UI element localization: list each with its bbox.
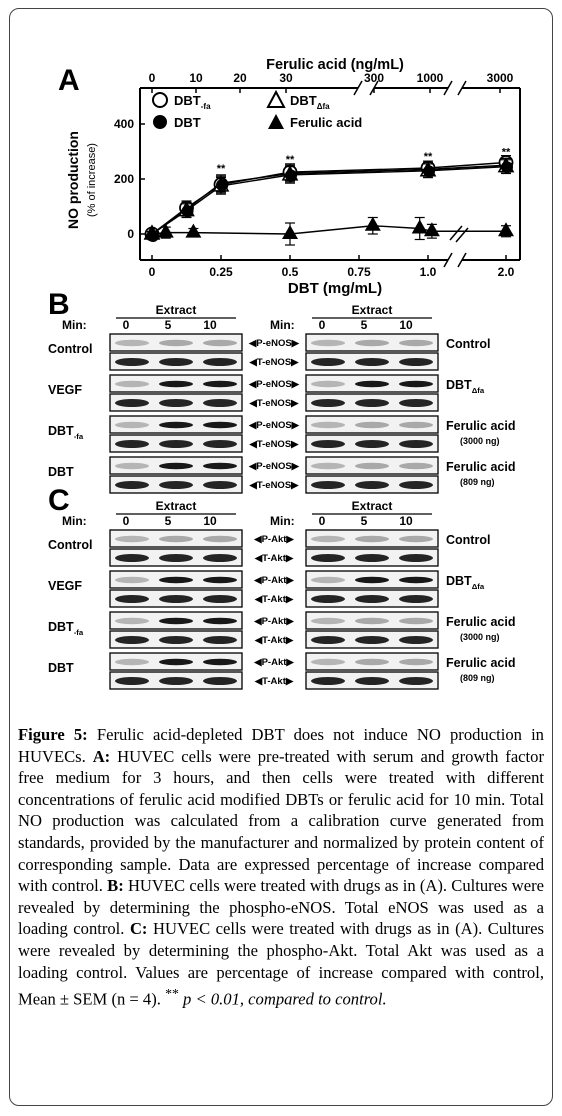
panel-c-blots <box>48 484 515 689</box>
min-label: Min: <box>62 514 87 528</box>
blot-band <box>399 399 433 407</box>
data-point-filled-triangle <box>185 224 201 238</box>
data-point-filled-triangle <box>424 222 440 236</box>
total-band-label: ◀T-Akt▶ <box>254 594 294 605</box>
blot-band <box>311 618 345 624</box>
caption-a-label: A: <box>92 746 111 766</box>
blot-band <box>159 554 193 562</box>
legend-label: $DBT_{-fa}$ <box>174 93 211 111</box>
blot-band <box>159 618 193 624</box>
blot-band <box>203 381 237 387</box>
blot-band <box>159 463 193 469</box>
blot-band <box>355 340 389 346</box>
blot-band <box>159 399 193 407</box>
blot-band <box>311 422 345 428</box>
time-point-label: 5 <box>164 514 172 528</box>
caption-figure-label: Figure 5: <box>18 725 88 744</box>
row-label-right: Control <box>446 533 491 547</box>
caption-significance-text: p < 0.01, compared to control. <box>183 989 387 1009</box>
phospho-band-label: ◀P-Akt▶ <box>254 534 294 545</box>
blot-band <box>311 463 345 469</box>
x-tick-label: 0.75 <box>347 265 371 279</box>
blot-band <box>311 340 345 346</box>
top-tick-label: 10 <box>189 71 203 85</box>
series-line <box>152 165 506 234</box>
blot-band <box>115 399 149 407</box>
blot-band <box>115 536 149 542</box>
legend-marker-filled-circle <box>153 115 167 129</box>
blot-band <box>115 481 149 489</box>
blot-band <box>311 481 345 489</box>
blot-band <box>159 440 193 448</box>
data-point-filled-triangle <box>365 217 381 231</box>
blot-band <box>399 358 433 366</box>
blot-band <box>115 554 149 562</box>
caption-b-label: B: <box>107 876 124 896</box>
blot-band <box>115 677 149 685</box>
significance-marker: ** <box>216 163 226 176</box>
data-point-filled-circle <box>285 170 297 182</box>
blot-band <box>159 636 193 644</box>
row-label-right: Ferulic acid <box>446 460 516 474</box>
blot-band <box>115 659 149 665</box>
blot-band <box>159 358 193 366</box>
row-label-right: $DBT_{\Delta fa}$ <box>446 574 485 591</box>
blot-band <box>115 440 149 448</box>
panel-a-chart <box>58 57 520 297</box>
panel-label-a: A <box>58 64 80 97</box>
time-point-label: 10 <box>399 318 413 332</box>
time-point-label: 0 <box>318 318 326 332</box>
blot-band <box>399 677 433 685</box>
y-axis-title: NO production <box>65 131 81 229</box>
caption-significance-mark: ** <box>165 986 179 1002</box>
row-label-right: Ferulic acid <box>446 419 516 433</box>
extract-label: Extract <box>155 499 197 513</box>
blot-band <box>311 399 345 407</box>
data-point-filled-circle <box>423 165 435 177</box>
blot-band <box>399 340 433 346</box>
top-tick-label: 3000 <box>486 71 514 85</box>
significance-marker: ** <box>423 150 433 163</box>
data-point-filled-triangle <box>158 224 174 238</box>
time-point-label: 10 <box>203 318 217 332</box>
blot-band <box>203 659 237 665</box>
blot-band <box>159 340 193 346</box>
row-label-left: Control <box>48 342 93 356</box>
x-tick-label: 1.0 <box>419 265 437 279</box>
row-label-right: Control <box>446 337 491 351</box>
caption-c-text: HUVEC cells were treated with drugs as in (A). Cultures were revealed by determining the phospho-Akt. Total Akt was used as a loading control. Values are percentage of increase compared with control, Mean ± SEM (n = 4). <box>18 919 545 1009</box>
blot-band <box>399 381 433 387</box>
y-axis-subtitle: (% of increase) <box>86 143 98 217</box>
time-point-label: 0 <box>318 514 326 528</box>
blot-band <box>115 358 149 366</box>
blot-band <box>203 399 237 407</box>
blot-band <box>203 636 237 644</box>
x-tick-label: 0.5 <box>281 265 299 279</box>
time-point-label: 5 <box>164 318 172 332</box>
caption-a-text: HUVEC cells were pre-treated with serum and growth factor free medium for 3 hours, and then cells were treated with different concentrations of ferulic acid modified DBTs or ferulic acid for 10 min. Total NO production was calculated from a calibration curve generated from standards, provided by the manufacturer and normalized by protein content of corresponding sample. Data are expressed percentage of increase compared with control. <box>18 746 544 896</box>
blot-band <box>399 481 433 489</box>
extract-label: Extract <box>351 303 393 317</box>
row-label-left: VEGF <box>48 579 83 593</box>
top-axis-title: Ferulic acid (ng/mL) <box>266 57 404 73</box>
blot-band <box>203 340 237 346</box>
time-point-label: 10 <box>399 514 413 528</box>
blot-band <box>115 340 149 346</box>
time-point-label: 10 <box>203 514 217 528</box>
blot-band <box>355 577 389 583</box>
top-tick-label: 1000 <box>416 71 444 85</box>
blot-band <box>115 381 149 387</box>
blot-band <box>203 618 237 624</box>
blot-band <box>311 554 345 562</box>
row-label-dose: (3000 ng) <box>460 436 500 446</box>
blot-band <box>159 659 193 665</box>
row-label-right: Ferulic acid <box>446 615 516 629</box>
data-point-filled-triangle <box>282 225 298 239</box>
blot-band <box>159 677 193 685</box>
blot-band <box>355 659 389 665</box>
row-label-left: DBT <box>48 661 74 675</box>
blot-band <box>355 422 389 428</box>
data-point-filled-triangle <box>412 220 428 234</box>
row-label-right: Ferulic acid <box>446 656 516 670</box>
series-line <box>152 226 506 234</box>
x-axis-title: DBT (mg/mL) <box>287 280 383 297</box>
row-label-right: $DBT_{\Delta fa}$ <box>446 378 485 395</box>
panel-b-blots <box>48 288 515 493</box>
caption-c-label: C: <box>129 919 148 939</box>
phospho-band-label: ◀P-eNOS▶ <box>249 338 299 349</box>
phospho-band-label: ◀P-eNOS▶ <box>249 461 299 472</box>
caption-title: Ferulic acid-depleted DBT does not induce NO production in HUVECs. <box>18 725 544 766</box>
blot-band <box>399 577 433 583</box>
x-tick-label: 2.0 <box>497 265 515 279</box>
top-tick-label: 300 <box>363 71 385 85</box>
row-label-dose: (3000 ng) <box>460 632 500 642</box>
blot-band <box>399 554 433 562</box>
blot-band <box>399 636 433 644</box>
data-point-filled-circle <box>501 161 513 173</box>
blot-band <box>203 358 237 366</box>
data-point-filled-circle <box>182 205 194 217</box>
legend-marker-open-circle <box>153 93 167 107</box>
figure-caption <box>18 724 544 1010</box>
row-label-left: $DBT_{-fa}$ <box>48 424 84 441</box>
blot-band <box>355 399 389 407</box>
total-band-label: ◀T-Akt▶ <box>254 635 294 646</box>
blot-band <box>399 618 433 624</box>
blot-band <box>115 636 149 644</box>
blot-band <box>203 536 237 542</box>
blot-band <box>355 554 389 562</box>
blot-band <box>399 536 433 542</box>
blot-band <box>311 358 345 366</box>
top-tick-label: 0 <box>148 71 156 85</box>
blot-band <box>115 463 149 469</box>
blot-band <box>311 595 345 603</box>
x-tick-label: 0 <box>148 265 156 279</box>
panel-label-c: C <box>48 484 70 517</box>
blot-band <box>203 595 237 603</box>
blot-band <box>311 381 345 387</box>
legend-label: DBT <box>174 115 201 130</box>
min-label: Min: <box>270 318 295 332</box>
row-label-left: $DBT_{-fa}$ <box>48 620 84 637</box>
total-band-label: ◀T-eNOS▶ <box>249 398 299 409</box>
blot-band <box>203 440 237 448</box>
blot-band <box>399 659 433 665</box>
blot-band <box>203 422 237 428</box>
legend-label: $DBT_{\Delta fa}$ <box>290 93 330 111</box>
y-tick-label: 200 <box>113 172 134 186</box>
blot-band <box>355 358 389 366</box>
blot-band <box>311 636 345 644</box>
time-point-label: 5 <box>360 318 368 332</box>
min-label: Min: <box>270 514 295 528</box>
blot-band <box>311 577 345 583</box>
blot-band <box>115 618 149 624</box>
blot-band <box>159 595 193 603</box>
row-label-left: VEGF <box>48 383 83 397</box>
extract-label: Extract <box>155 303 197 317</box>
min-label: Min: <box>62 318 87 332</box>
phospho-band-label: ◀P-Akt▶ <box>254 657 294 668</box>
blot-band <box>355 440 389 448</box>
phospho-band-label: ◀P-Akt▶ <box>254 616 294 627</box>
blot-band <box>203 481 237 489</box>
blot-band <box>311 659 345 665</box>
data-point-filled-circle <box>216 179 228 191</box>
blot-band <box>355 381 389 387</box>
blot-band <box>159 481 193 489</box>
blot-band <box>355 481 389 489</box>
blot-band <box>159 381 193 387</box>
blot-band <box>203 577 237 583</box>
blot-band <box>311 677 345 685</box>
significance-marker: ** <box>285 154 295 167</box>
total-band-label: ◀T-Akt▶ <box>254 676 294 687</box>
panel-label-b: B <box>48 288 70 321</box>
blot-band <box>355 595 389 603</box>
time-point-label: 5 <box>360 514 368 528</box>
x-tick-label: 0.25 <box>209 265 233 279</box>
blot-band <box>399 440 433 448</box>
row-label-left: DBT <box>48 465 74 479</box>
blot-band <box>311 440 345 448</box>
blot-band <box>355 677 389 685</box>
series-line <box>152 167 506 234</box>
blot-band <box>355 618 389 624</box>
blot-band <box>115 595 149 603</box>
phospho-band-label: ◀P-eNOS▶ <box>249 379 299 390</box>
blot-band <box>115 422 149 428</box>
blot-band <box>311 536 345 542</box>
extract-label: Extract <box>351 499 393 513</box>
total-band-label: ◀T-eNOS▶ <box>249 357 299 368</box>
blot-band <box>159 577 193 583</box>
significance-marker: ** <box>501 146 511 159</box>
blot-band <box>399 422 433 428</box>
top-tick-label: 30 <box>279 71 293 85</box>
legend-marker-filled-triangle <box>268 114 284 129</box>
time-point-label: 0 <box>122 318 130 332</box>
total-band-label: ◀T-eNOS▶ <box>249 439 299 450</box>
total-band-label: ◀T-eNOS▶ <box>249 480 299 491</box>
blot-band <box>355 463 389 469</box>
legend-label: Ferulic acid <box>290 115 363 130</box>
time-point-label: 0 <box>122 514 130 528</box>
row-label-dose: (809 ng) <box>460 673 495 683</box>
top-tick-label: 20 <box>233 71 247 85</box>
blot-band <box>115 577 149 583</box>
blot-band <box>399 595 433 603</box>
data-point-filled-triangle <box>498 222 514 236</box>
total-band-label: ◀T-Akt▶ <box>254 553 294 564</box>
blot-band <box>355 636 389 644</box>
blot-band <box>355 536 389 542</box>
blot-band <box>203 554 237 562</box>
phospho-band-label: ◀P-eNOS▶ <box>249 420 299 431</box>
caption-b-text: HUVEC cells were treated with drugs as in (A). Cultures were revealed by determining the phospho-eNOS. Total eNOS was used as a loading control. <box>18 876 544 939</box>
blot-band <box>203 463 237 469</box>
legend-marker-open-triangle <box>268 92 284 107</box>
row-label-left: Control <box>48 538 93 552</box>
blot-band <box>159 536 193 542</box>
y-tick-label: 0 <box>127 227 134 241</box>
phospho-band-label: ◀P-Akt▶ <box>254 575 294 586</box>
blot-band <box>159 422 193 428</box>
blot-band <box>203 677 237 685</box>
blot-band <box>399 463 433 469</box>
row-label-dose: (809 ng) <box>460 477 495 487</box>
y-tick-label: 400 <box>113 117 134 131</box>
